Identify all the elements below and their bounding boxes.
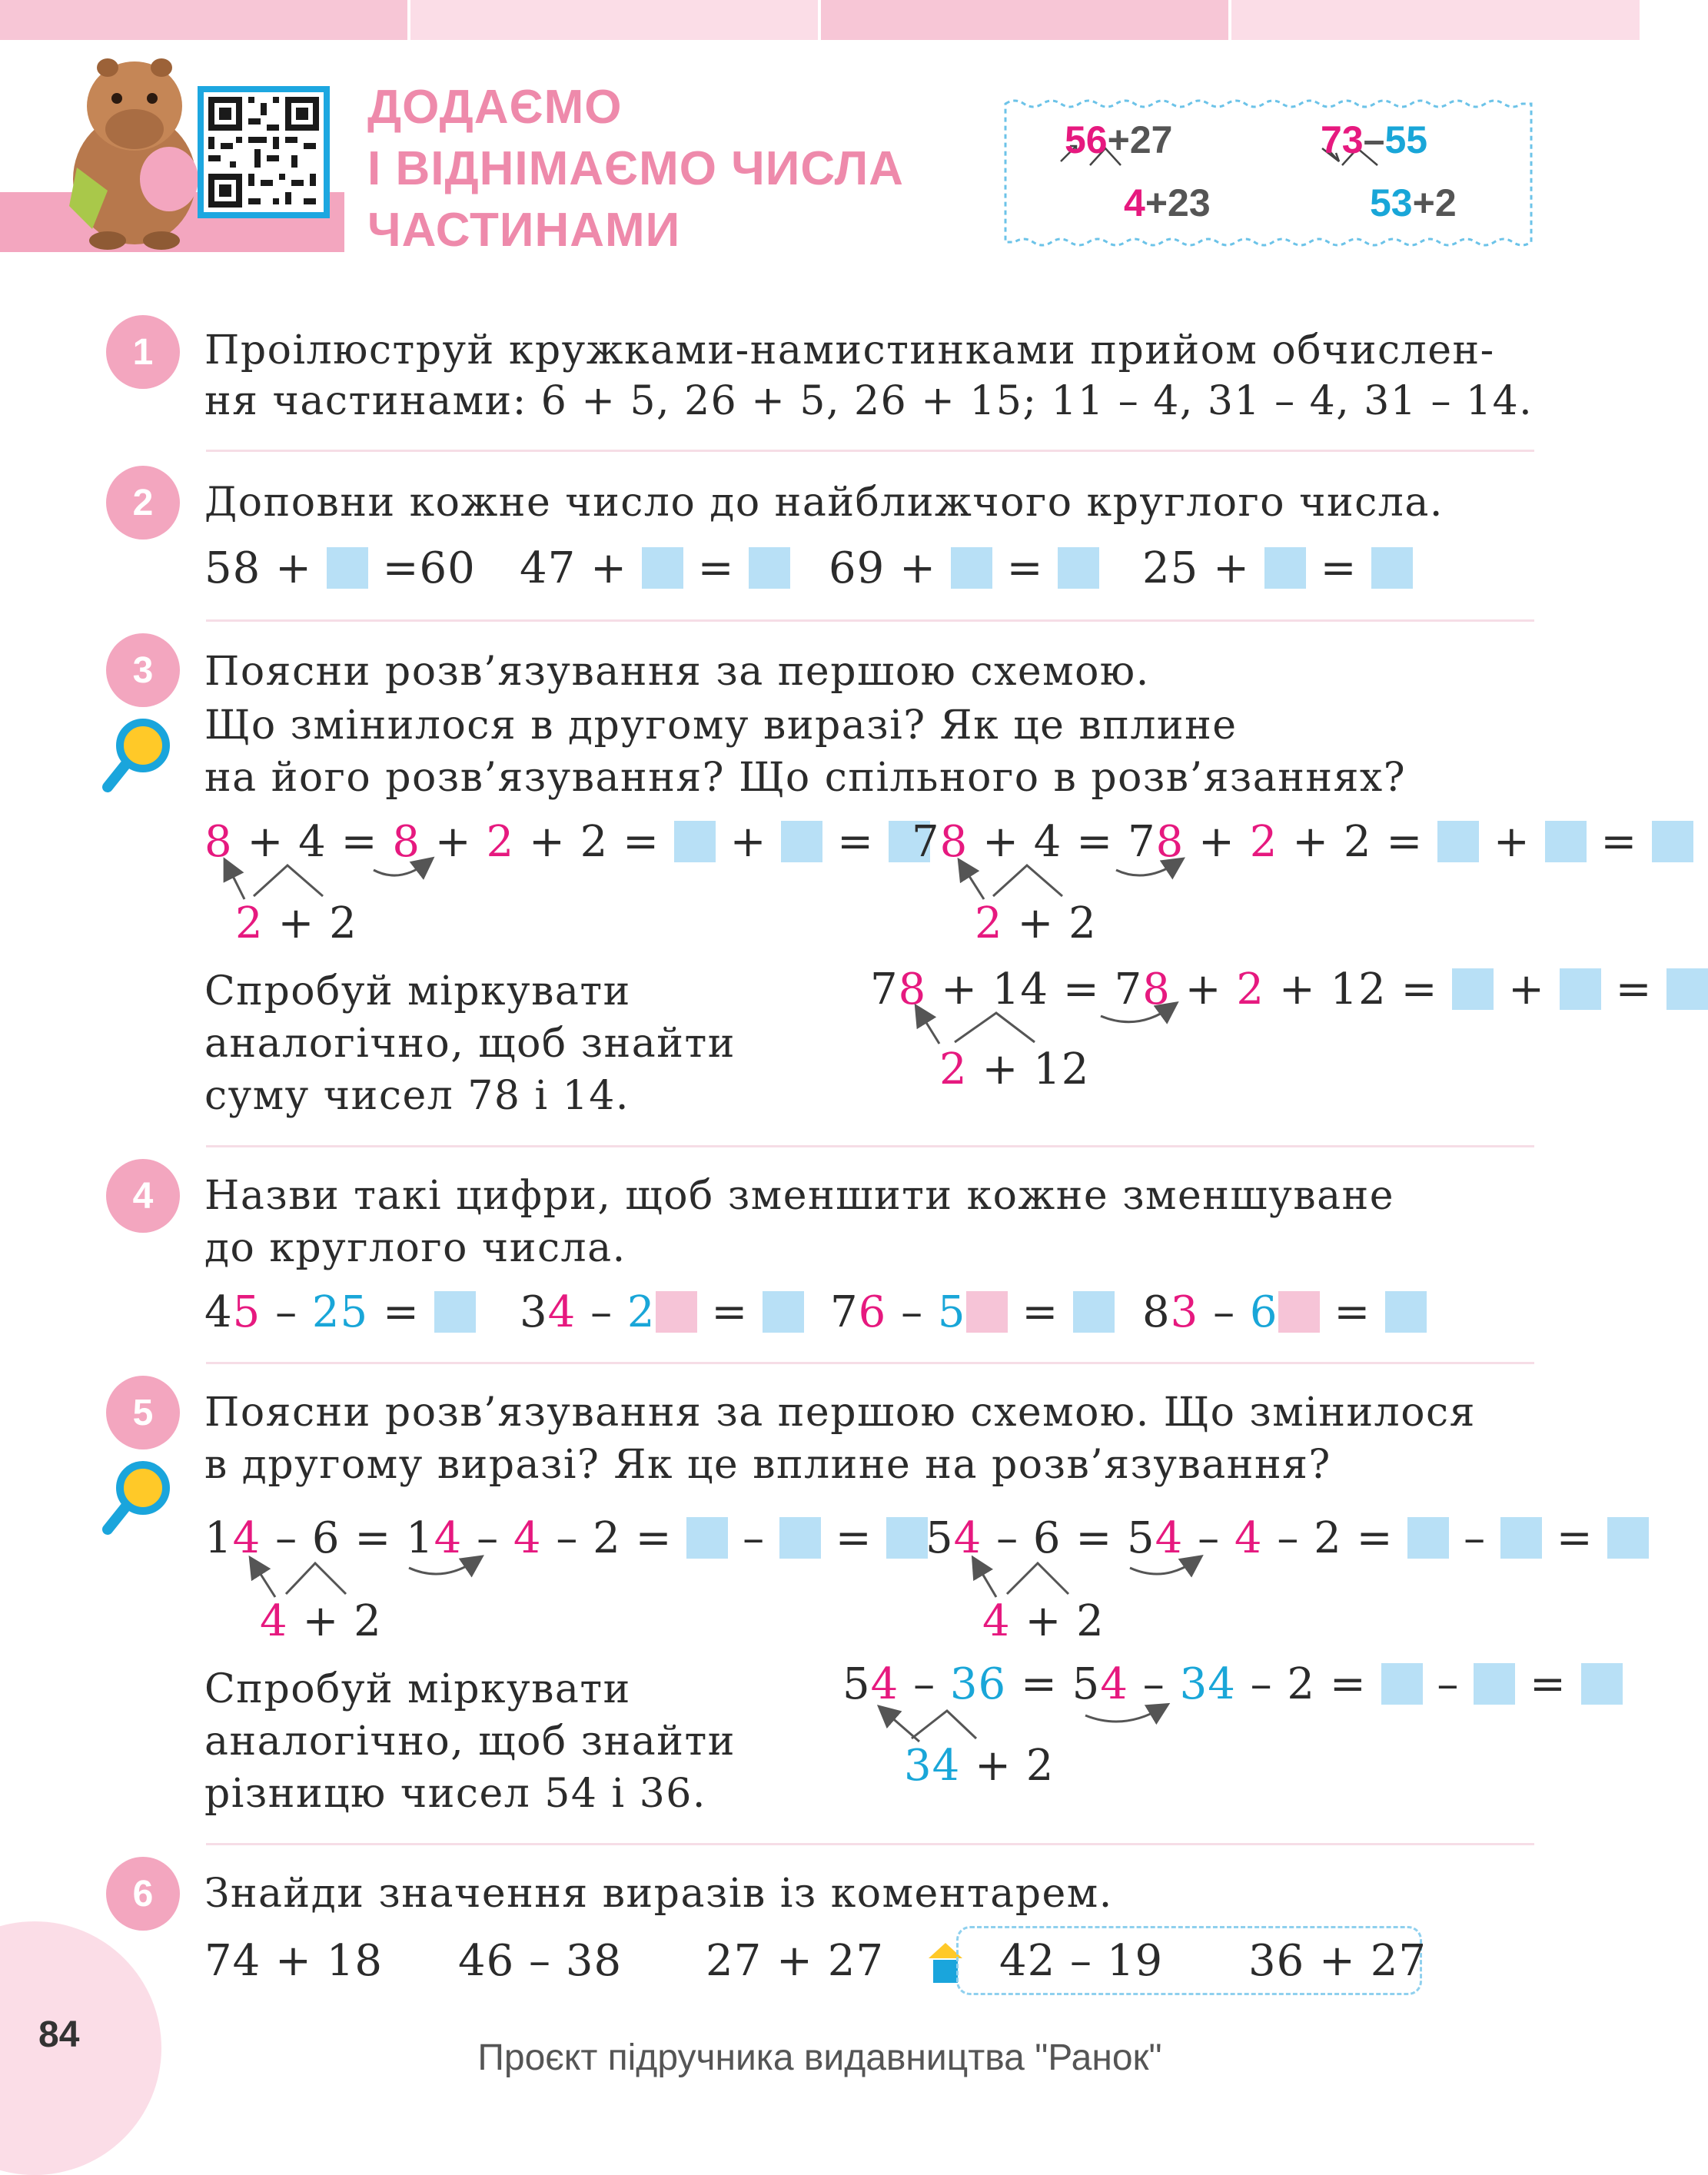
task-3-line-2: Що змінилося в другому виразі? Як це вплине — [204, 702, 1238, 749]
task-4-expr-4: 83 – 6 = — [1142, 1287, 1427, 1339]
task-1-badge: 1 — [106, 315, 180, 389]
scheme-right-bottom: 53+2 — [1370, 181, 1457, 224]
answer-box[interactable] — [1381, 1663, 1423, 1705]
task-5-badge: 5 — [106, 1376, 180, 1449]
answer-box[interactable] — [674, 821, 716, 862]
task-2-expr-3: 69 + = — [829, 543, 1099, 595]
divider-3 — [206, 1145, 1534, 1147]
task-3-badge: 3 — [106, 633, 180, 707]
answer-box[interactable] — [779, 1517, 821, 1559]
answer-box[interactable] — [1560, 968, 1601, 1010]
answer-box[interactable] — [1073, 1291, 1115, 1333]
task-3-split-left: 2 + 2 — [235, 898, 357, 948]
answer-box[interactable] — [1474, 1663, 1515, 1705]
task-4-line-2: до круглого числа. — [204, 1225, 626, 1271]
task-6-expr-3: 27 + 27 — [706, 1936, 885, 1986]
answer-box[interactable] — [1437, 821, 1479, 862]
task-3-line-3: на його розв’язування? Що спільного в розв’язаннях? — [204, 755, 1407, 801]
task-3-note-1: Спробуй міркувати — [204, 968, 631, 1014]
task-4-expr-2: 34 – 2 = — [520, 1287, 804, 1339]
task-5-split-right-2: 34 + 2 — [904, 1741, 1055, 1791]
title-line-1: ДОДАЄМО — [367, 81, 623, 134]
answer-box[interactable] — [1371, 547, 1413, 589]
task-5-note-2: аналогічно, щоб знайти — [204, 1718, 736, 1765]
task-3-expr-right-2: 78 + 14 = 78 + 2 + 12 = + = — [870, 964, 1708, 1016]
task-3-split-right-1: 2 + 2 — [975, 898, 1097, 948]
task-5-expr-right-1: 54 – 6 = 54 – 4 – 2 = – = — [925, 1513, 1649, 1565]
divider-1 — [206, 450, 1534, 452]
scheme-left-top: 56+27 — [1065, 118, 1173, 161]
answer-box[interactable] — [686, 1517, 728, 1559]
magnifier-icon — [98, 713, 172, 798]
task-6-expr-4: 42 – 19 — [999, 1936, 1164, 1986]
task-5-note-3: різницю чисел 54 і 36. — [204, 1771, 706, 1817]
answer-box[interactable] — [1385, 1291, 1427, 1333]
answer-box[interactable] — [1581, 1663, 1623, 1705]
top-strip-2 — [410, 0, 818, 40]
task-2-expr-4: 25 + = — [1142, 543, 1413, 595]
scheme-left-bottom: 4+23 — [1124, 181, 1211, 224]
task-3-expr-left: 8 + 4 = 8 + 2 + 2 = + = — [204, 816, 930, 868]
answer-box[interactable] — [1652, 821, 1693, 862]
task-5-expr-left: 14 – 6 = 14 – 4 – 2 = – = — [204, 1513, 928, 1565]
task-5-line-1: Поясни розв’язування за першою схемою. Що змінилося — [204, 1390, 1476, 1436]
task-1-line-2: ня частинами: 6 + 5, 26 + 5, 26 + 15; 11 – 4, 31 – 4, 31 – 14. — [204, 378, 1534, 424]
task-2-badge: 2 — [106, 466, 180, 540]
top-strip-3 — [821, 0, 1228, 40]
digit-box[interactable] — [656, 1291, 697, 1333]
answer-box[interactable] — [1452, 968, 1494, 1010]
footer-caption: Проєкт підручника видавництва "Ранок" — [477, 2037, 1162, 2078]
title-line-2: І ВІДНІМАЄМО ЧИСЛА — [367, 142, 904, 195]
task-6-expr-1: 74 + 18 — [204, 1936, 384, 1986]
task-3-note-3: суму чисел 78 і 14. — [204, 1073, 630, 1119]
answer-box[interactable] — [763, 1291, 804, 1333]
task-3-line-1: Поясни розв’язування за першою схемою. — [204, 649, 1150, 695]
task-5-note-1: Спробуй міркувати — [204, 1666, 631, 1712]
answer-box[interactable] — [886, 1517, 928, 1559]
task-3-note-2: аналогічно, щоб знайти — [204, 1021, 736, 1067]
answer-box[interactable] — [1500, 1517, 1542, 1559]
top-strip-1 — [0, 0, 407, 40]
answer-box[interactable] — [781, 821, 822, 862]
task-6-expr-2: 46 – 38 — [458, 1936, 623, 1986]
answer-box[interactable] — [951, 547, 992, 589]
task-4-badge: 4 — [106, 1159, 180, 1233]
answer-box[interactable] — [1407, 1517, 1449, 1559]
digit-box[interactable] — [966, 1291, 1008, 1333]
top-strip-4 — [1231, 0, 1640, 40]
divider-4 — [206, 1362, 1534, 1364]
task-5-split-right-1: 4 + 2 — [982, 1596, 1105, 1646]
task-3-expr-right-1: 78 + 4 = 78 + 2 + 2 = + = — [912, 816, 1693, 868]
task-6-badge: 6 — [106, 1857, 180, 1931]
answer-box[interactable] — [1607, 1517, 1649, 1559]
scheme-right-top: 73–55 — [1321, 118, 1428, 161]
task-2-expr-1: 58 + =60 — [204, 543, 476, 593]
task-6-line-1: Знайди значення виразів із коментарем. — [204, 1871, 1113, 1917]
answer-box[interactable] — [434, 1291, 476, 1333]
task-2-line-1: Доповни кожне число до найближчого круглого числа. — [204, 480, 1444, 526]
task-4-expr-3: 76 – 5 = — [830, 1287, 1115, 1339]
qr-code[interactable] — [198, 86, 330, 218]
answer-box[interactable] — [327, 547, 368, 589]
task-6-expr-5: 36 + 27 — [1248, 1936, 1427, 1986]
answer-box[interactable] — [1666, 968, 1708, 1010]
title-line-3: ЧАСТИНАМИ — [367, 204, 681, 257]
capybara-mascot — [61, 45, 208, 252]
divider-2 — [206, 619, 1534, 622]
divider-5 — [206, 1843, 1534, 1845]
page-number: 84 — [38, 2014, 80, 2055]
task-2-expr-2: 47 + = — [520, 543, 790, 595]
task-4-line-1: Назви такі цифри, щоб зменшити кожне зменшуване — [204, 1173, 1395, 1219]
digit-box[interactable] — [1278, 1291, 1320, 1333]
answer-box[interactable] — [642, 547, 683, 589]
task-4-expr-1: 45 – 25 = — [204, 1287, 476, 1339]
task-5-expr-right-2: 54 – 36 = 54 – 34 – 2 = – = — [842, 1659, 1623, 1711]
answer-box[interactable] — [1545, 821, 1587, 862]
page-title — [367, 77, 904, 261]
answer-box[interactable] — [1058, 547, 1099, 589]
task-1-line-1: Проілюструй кружками-намистинками прийом обчислен- — [204, 327, 1495, 374]
magnifier-icon — [98, 1456, 172, 1540]
task-5-line-2: в другому виразі? Як це вплине на розв’язування? — [204, 1442, 1331, 1488]
task-3-split-right-2: 2 + 12 — [939, 1044, 1090, 1094]
answer-box[interactable] — [749, 547, 790, 589]
answer-box[interactable] — [1264, 547, 1306, 589]
task-5-split-left: 4 + 2 — [260, 1596, 382, 1646]
